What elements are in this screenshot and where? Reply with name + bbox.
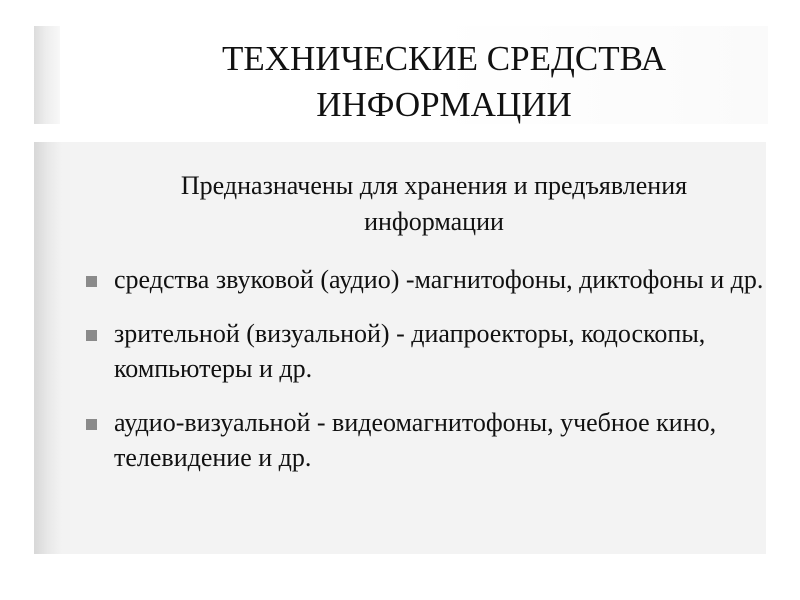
bullet-text: зрительной (визуальной) - диапроекторы, кодоскопы, компьютеры и др. xyxy=(114,319,706,383)
title-panel-edge xyxy=(34,26,60,124)
bullet-item xyxy=(84,262,764,297)
bullet-list xyxy=(84,262,764,494)
square-bullet-icon xyxy=(86,276,97,287)
content-panel-edge xyxy=(34,142,62,554)
lead-text: Предназначены для хранения и предъявления информации xyxy=(180,171,688,236)
bullet-text: аудио-визуальной - видеомагнитофоны, учебное кино, телевидение и др. xyxy=(114,408,717,472)
slide-title: ТЕХНИЧЕСКИЕ СРЕДСТВА ИНФОРМАЦИИ xyxy=(221,39,666,124)
bullet-item xyxy=(84,405,764,475)
square-bullet-icon xyxy=(86,330,97,341)
bullet-text: средства звуковой (аудио) -магнитофоны, диктофоны и др. xyxy=(114,265,764,294)
bullet-item xyxy=(84,316,764,386)
square-bullet-icon xyxy=(86,419,97,430)
content-panel xyxy=(34,142,766,554)
title-panel xyxy=(34,26,768,124)
